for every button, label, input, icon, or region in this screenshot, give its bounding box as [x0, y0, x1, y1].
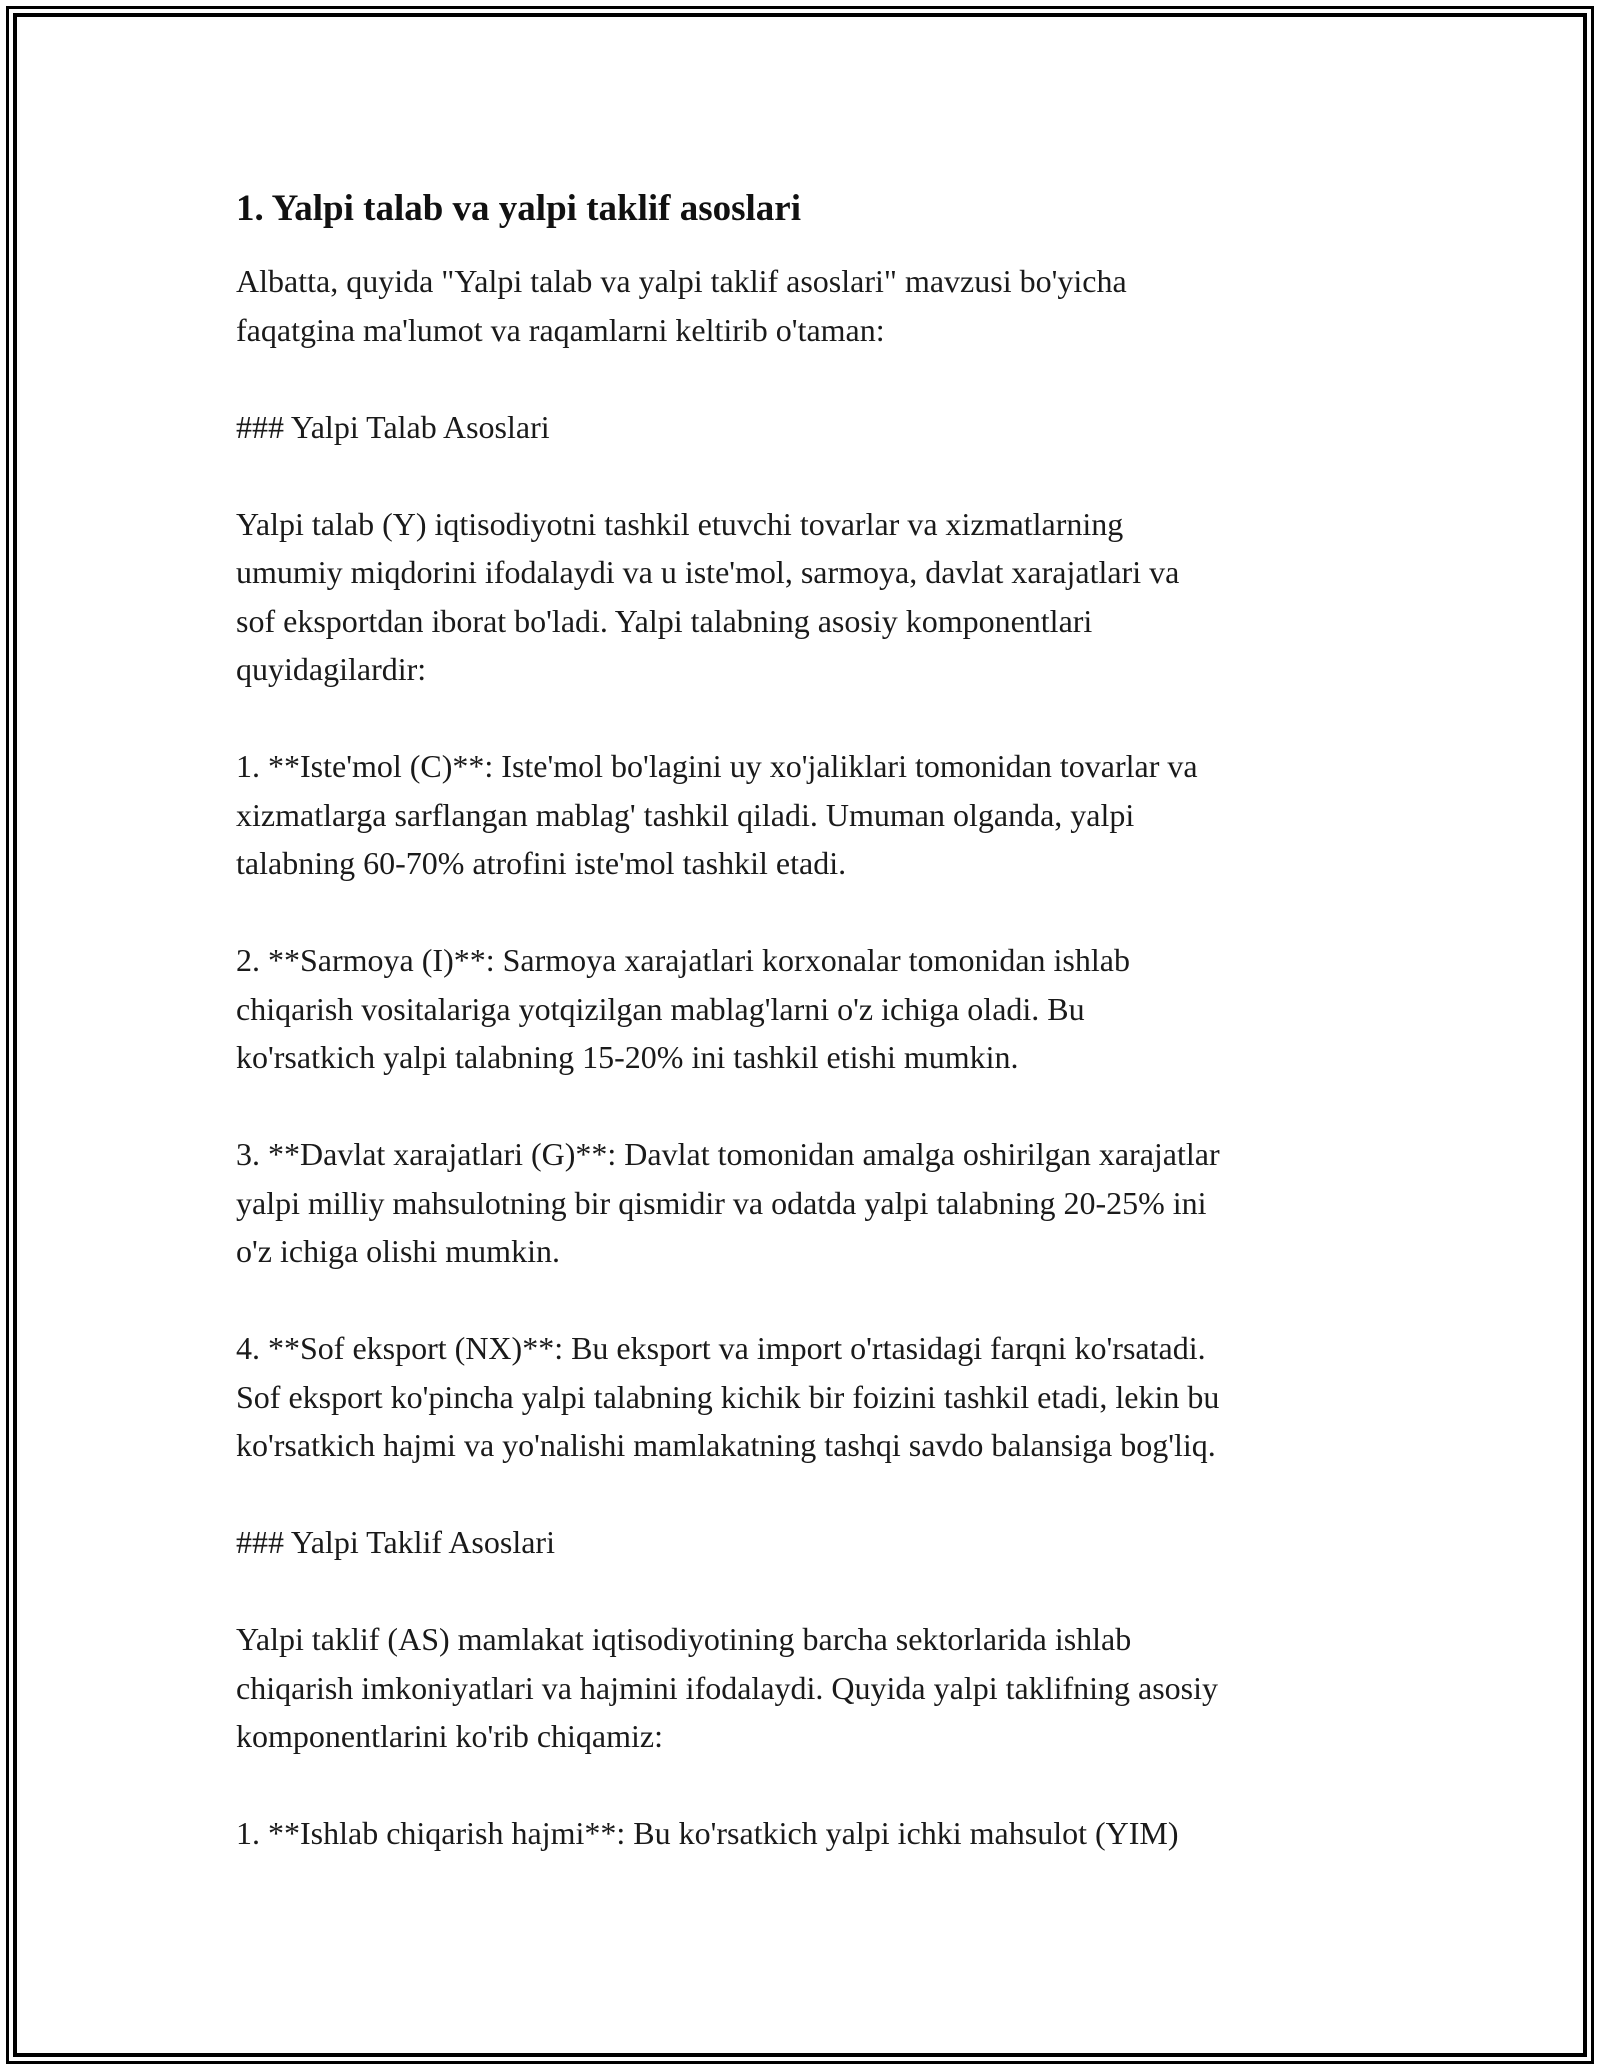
list-item-consumption: 1. **Iste'mol (C)**: Iste'mol bo'lagini uy xo'jaliklari tomonidan tovarlar va xizmatlarga sarflangan mablag' tashkil qiladi. Umuman olganda, yalpi talabning 60-70% atrofini iste'mol tashkil etadi.: [236, 748, 1198, 881]
document-title: 1. Yalpi talab va yalpi taklif asoslari: [236, 188, 802, 229]
list-item-net-export: 4. **Sof eksport (NX)**: Bu eksport va import o'rtasidagi farqni ko'rsatadi. Sof eksport ko'pincha yalpi talabning kichik bir foizini tashkil etadi, lekin bu ko'rsatkich hajmi va yo'nalishi mamlakatning tashqi savdo balansiga bog'liq.: [236, 1330, 1220, 1463]
yalpi-talab-definition: Yalpi talab (Y) iqtisodiyotni tashkil etuvchi tovarlar va xizmatlarning umumiy miqdorini ifodalaydi va u iste'mol, sarmoya, davlat xarajatlari va sof eksportdan iborat bo'ladi. Yalpi talabning asosiy komponentlari quyidagilardir:: [236, 505, 1180, 687]
yalpi-taklif-definition: Yalpi taklif (AS) mamlakat iqtisodiyotining barcha sektorlarida ishlab chiqarish imkoniyatlari va hajmini ifodalaydi. Quyida yalpi taklifning asosiy komponentlarini ko'rib chiqamiz:: [236, 1621, 1219, 1754]
document-body: [236, 185, 1386, 1906]
section-heading-yalpi-talab: ### Yalpi Talab Asoslari: [236, 408, 550, 445]
list-item-government-spending: 3. **Davlat xarajatlari (G)**: Davlat tomonidan amalga oshirilgan xarajatlar yalpi milliy mahsulotning bir qismidir va odatda yalpi talabning 20-25% ini o'z ichiga olishi mumkin.: [236, 1136, 1220, 1269]
intro-paragraph: Albatta, quyida "Yalpi talab va yalpi taklif asoslari" mavzusi bo'yicha faqatgina ma'lumot va raqamlarni keltirib o'taman:: [236, 263, 1127, 348]
list-item-investment: 2. **Sarmoya (I)**: Sarmoya xarajatlari korxonalar tomonidan ishlab chiqarish vositalariga yotqizilgan mablag'larni o'z ichiga oladi. Bu ko'rsatkich yalpi talabning 15-20% ini tashkil etishi mumkin.: [236, 942, 1130, 1075]
list-item-production-volume: 1. **Ishlab chiqarish hajmi**: Bu ko'rsatkich yalpi ichki mahsulot (YIM): [236, 1815, 1179, 1851]
section-heading-yalpi-taklif: ### Yalpi Taklif Asoslari: [236, 1524, 555, 1560]
